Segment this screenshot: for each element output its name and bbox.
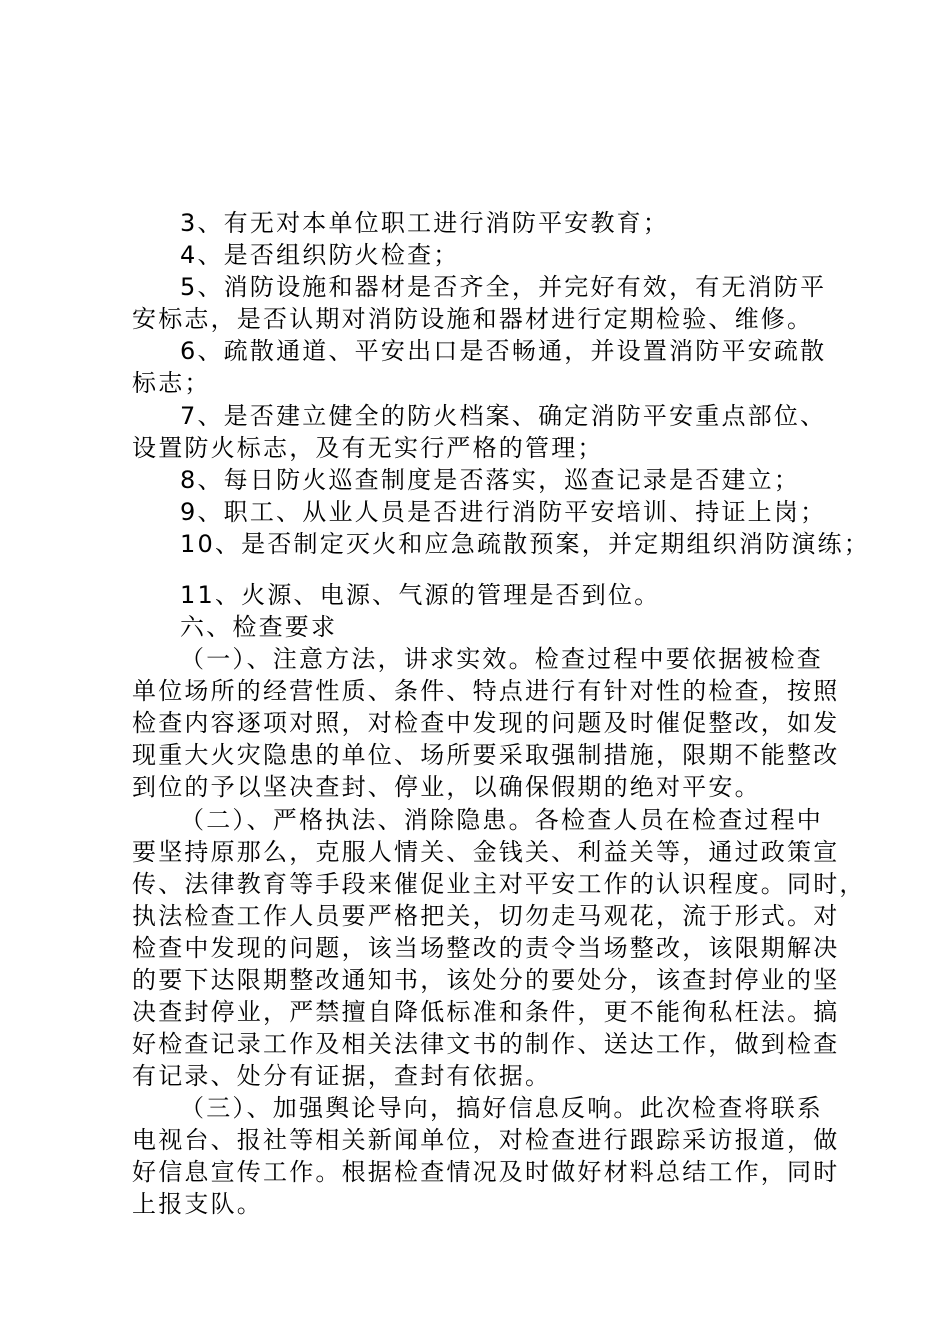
list-item-7-line-1: 7、是否建立健全的防火档案、确定消防平安重点部位、 bbox=[180, 402, 827, 430]
paragraph-2-line-5: 检查中发现的问题，该当场整改的责令当场整改，该限期解决 bbox=[132, 934, 840, 962]
list-item-5-line-2: 安标志，是否认期对消防设施和器材进行定期检验、维修。 bbox=[132, 305, 814, 333]
paragraph-1-line-4: 现重大火灾隐患的单位、场所要采取强制措施，限期不能整改 bbox=[132, 741, 840, 769]
list-item-10: 10、是否制定灭火和应急疏散预案，并定期组织消防演练； bbox=[180, 530, 870, 558]
paragraph-1-line-5: 到位的予以坚决查封、停业，以确保假期的绝对平安。 bbox=[132, 773, 761, 801]
paragraph-2-line-3: 传、法律教育等手段来催促业主对平安工作的认识程度。同时， bbox=[132, 870, 866, 898]
list-item-5-line-1: 5、消防设施和器材是否齐全，并完好有效，有无消防平 bbox=[180, 273, 827, 301]
paragraph-1-line-1: （一）、注意方法，讲求实效。检查过程中要依据被检查 bbox=[180, 645, 823, 673]
paragraph-2-line-8: 好检查记录工作及相关法律文书的制作、送达工作，做到检查 bbox=[132, 1030, 840, 1058]
list-item-6-line-1: 6、疏散通道、平安出口是否畅通，并设置消防平安疏散 bbox=[180, 337, 827, 365]
paragraph-1-line-3: 检查内容逐项对照，对检查中发现的问题及时催促整改，如发 bbox=[132, 709, 840, 737]
paragraph-2-line-9: 有记录、处分有证据，查封有依据。 bbox=[132, 1062, 552, 1090]
paragraph-2-line-6: 的要下达限期整改通知书，该处分的要处分，该查封停业的坚 bbox=[132, 966, 840, 994]
paragraph-2-line-1: （二）、严格执法、消除隐患。各检查人员在检查过程中 bbox=[180, 806, 823, 834]
list-item-8: 8、每日防火巡查制度是否落实，巡查记录是否建立； bbox=[180, 466, 801, 494]
section-heading-6: 六、检查要求 bbox=[180, 613, 338, 641]
paragraph-2-line-2: 要坚持原那么，克服人情关、金钱关、利益关等，通过政策宣 bbox=[132, 838, 840, 866]
paragraph-3-line-1: （三）、加强舆论导向，搞好信息反响。此次检查将联系 bbox=[180, 1094, 823, 1122]
list-item-7-line-2: 设置防火标志，及有无实行严格的管理； bbox=[132, 434, 604, 462]
list-item-3: 3、有无对本单位职工进行消防平安教育； bbox=[180, 209, 670, 237]
list-item-9: 9、职工、从业人员是否进行消防平安培训、持证上岗； bbox=[180, 498, 827, 526]
paragraph-3-line-2: 电视台、报社等相关新闻单位，对检查进行跟踪采访报道，做 bbox=[132, 1126, 840, 1154]
list-item-4: 4、是否组织防火检查； bbox=[180, 241, 460, 269]
paragraph-2-line-4: 执法检查工作人员要严格把关，切勿走马观花，流于形式。对 bbox=[132, 902, 840, 930]
paragraph-2-line-7: 决查封停业，严禁擅自降低标准和条件，更不能徇私枉法。搞 bbox=[132, 998, 840, 1026]
paragraph-3-line-3: 好信息宣传工作。根据检查情况及时做好材料总结工作，同时 bbox=[132, 1158, 840, 1186]
list-item-6-line-2: 标志； bbox=[132, 369, 211, 397]
paragraph-3-line-4: 上报支队。 bbox=[132, 1190, 263, 1218]
list-item-11: 11、火源、电源、气源的管理是否到位。 bbox=[180, 581, 661, 609]
paragraph-1-line-2: 单位场所的经营性质、条件、特点进行有针对性的检查，按照 bbox=[132, 677, 840, 705]
